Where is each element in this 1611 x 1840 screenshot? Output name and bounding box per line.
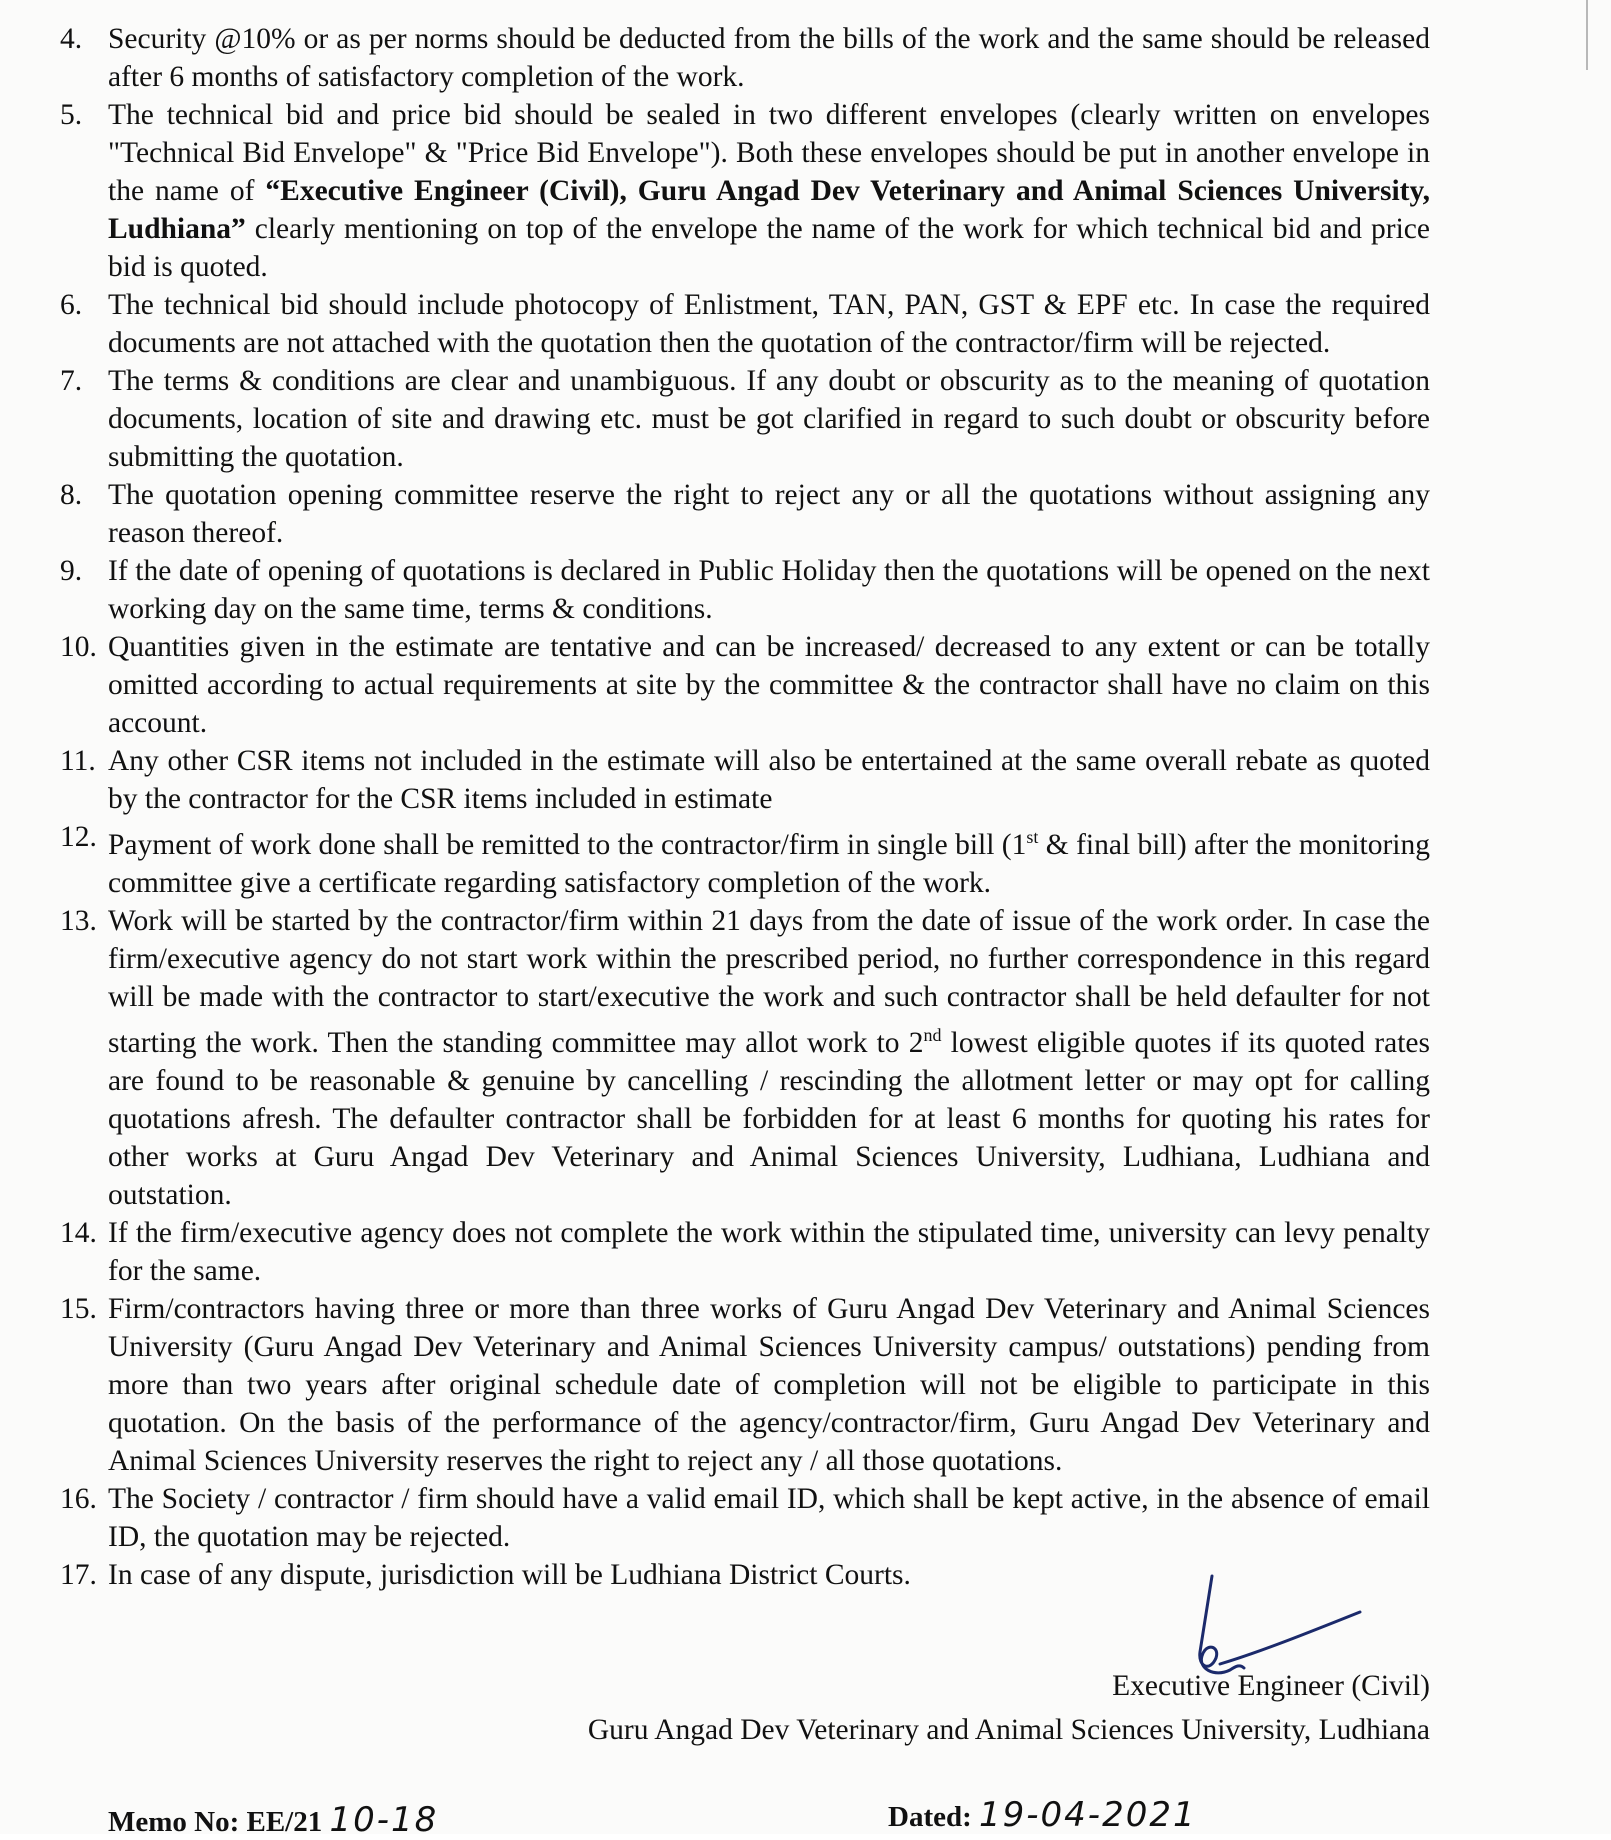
clause-text — [108, 742, 1430, 818]
clause-text-end: clearly mentioning on top of the envelope the name of the work for which technical bid and price bid is quoted. — [108, 213, 1430, 283]
clause-text-start: Payment of work done shall be remitted to the contractor/firm in single bill (1 — [108, 828, 1027, 861]
clause-number: 16. — [60, 1482, 97, 1515]
signatory-organization: Guru Angad Dev Veterinary and Animal Sciences University, Ludhiana — [587, 1714, 1430, 1746]
clause-number: 9. — [60, 555, 83, 587]
clause-text-bold: “Executive Engineer (Civil), Guru Angad Dev Veterinary and Animal Sciences University, Ludhiana” — [108, 175, 1430, 245]
clause-text-body: In case of any dispute, jurisdiction will be Ludhiana District Courts. — [108, 1558, 911, 1591]
clause-number: 11. — [60, 745, 96, 777]
clause-text — [108, 96, 1430, 286]
clause-number: 10. — [60, 631, 97, 663]
clause-text-body: The Society / contractor / firm should have a valid email ID, which shall be kept active, in the absence of email ID, the quotation may be rejected. — [108, 1482, 1430, 1553]
clause-text-body: Quantities given in the estimate are tentative and can be increased/ decreased to any extent or can be totally omitted according to actual requirements at site by the committee & the contractor shall have no claim on this account. — [108, 631, 1430, 739]
clause-text-start: Work will be started by the contractor/firm within 21 days from the date of issue of the work order. In case the firm/executive agency do not start work within the prescribed period, no further correspondence in this regard will be made with the contractor to start/executive the work and such contractor shall be held defaulter for not starting the work. Then the standing committee may allot work to 2 — [108, 904, 1430, 1059]
clause-text — [108, 1290, 1430, 1480]
clause-text-superscript: st — [1026, 827, 1039, 847]
clause-text — [108, 1480, 1430, 1556]
clause-item — [60, 1480, 1430, 1556]
clause-text — [108, 362, 1430, 476]
clause-text-body: The terms & conditions are clear and unambiguous. If any doubt or obscurity as to the meaning of quotation documents, location of site and drawing etc. must be got clarified in regard to such doubt or obscurity before submitting the quotation. — [108, 365, 1430, 473]
clause-number: 14. — [60, 1216, 97, 1249]
clause-item — [60, 1214, 1430, 1290]
clause-item — [60, 628, 1430, 742]
clause-number: 8. — [60, 479, 83, 511]
clause-text-body: The quotation opening committee reserve the right to reject any or all the quotations without assigning any reason thereof. — [108, 479, 1430, 549]
clause-text-body: If the firm/executive agency does not complete the work within the stipulated time, university can levy penalty for the same. — [108, 1216, 1430, 1287]
clause-number: 12. — [60, 821, 97, 853]
clause-number: 17. — [60, 1558, 97, 1591]
clause-item — [60, 476, 1430, 552]
clause-item — [60, 96, 1430, 286]
clause-text-end: & final bill) after the monitoring committee give a certificate regarding satisfactory completion of the work. — [108, 828, 1430, 899]
clause-text-start: The technical bid and price bid should be sealed in two different envelopes (clearly written on envelopes "Technical Bid Envelope" & "Price Bid Envelope"). Both these envelopes should be put in another envelope in the name of — [108, 99, 1430, 207]
memo-number — [108, 1800, 438, 1840]
clause-text — [108, 20, 1430, 96]
dated-label: Dated: — [888, 1801, 972, 1833]
signatory-designation: Executive Engineer (Civil) — [1112, 1670, 1430, 1702]
clause-text — [108, 628, 1430, 742]
clause-text — [108, 1214, 1430, 1290]
clause-text-superscript: nd — [923, 1024, 942, 1045]
clause-item — [60, 818, 1430, 902]
clause-item — [60, 1290, 1430, 1480]
clause-text — [108, 552, 1430, 628]
clause-number: 4. — [60, 23, 83, 55]
signature-block — [480, 1664, 1430, 1752]
clause-item — [60, 20, 1430, 96]
clause-number: 6. — [60, 289, 83, 321]
clause-item — [60, 362, 1430, 476]
memo-label: Memo No: EE/21 — [108, 1806, 323, 1838]
clause-text — [108, 818, 1430, 902]
page-edge-line — [1586, 0, 1588, 70]
terms-conditions-list — [60, 20, 1430, 1594]
clause-item — [60, 286, 1430, 362]
clause-text-body: Firm/contractors having three or more than three works of Guru Angad Dev Veterinary and Animal Sciences University (Guru Angad Dev Veterinary and Animal Sciences University campus/ outstations) pending from more than two years after original schedule date of completion will not be eligible to participate in this quotation. On the basis of the performance of the agency/contractor/firm, Guru Angad Dev Veterinary and Animal Sciences University reserves the right to reject any / all those quotations. — [108, 1292, 1430, 1477]
clause-text-body: Security @10% or as per norms should be deducted from the bills of the work and the same should be released after 6 months of satisfactory completion of the work. — [108, 23, 1430, 93]
memo-handwritten-number: 10-18 — [329, 1800, 439, 1840]
clause-number: 13. — [60, 904, 97, 937]
clause-text — [108, 902, 1430, 1214]
clause-number: 15. — [60, 1292, 97, 1325]
clause-text-end: lowest eligible quotes if its quoted rates are found to be reasonable & genuine by cancelling / rescinding the allotment letter or may opt for calling quotations afresh. The defaulter contractor shall be forbidden for at least 6 months for quoting his rates for other works at Guru Angad Dev Veterinary and Animal Sciences University, Ludhiana, Ludhiana and outstation. — [108, 1026, 1430, 1211]
clause-number: 7. — [60, 365, 83, 397]
clause-item — [60, 552, 1430, 628]
date-line — [888, 1795, 1197, 1835]
clause-text-body: Any other CSR items not included in the estimate will also be entertained at the same overall rebate as quoted by the contractor for the CSR items included in estimate — [108, 745, 1430, 815]
clause-number: 5. — [60, 99, 83, 131]
clause-text-body: The technical bid should include photocopy of Enlistment, TAN, PAN, GST & EPF etc. In case the required documents are not attached with the quotation then the quotation of the contractor/firm will be rejected. — [108, 289, 1430, 359]
clause-text — [108, 286, 1430, 362]
dated-handwritten-value: 19-04-2021 — [979, 1795, 1197, 1835]
clause-text-body: If the date of opening of quotations is declared in Public Holiday then the quotations will be opened on the next working day on the same time, terms & conditions. — [108, 555, 1430, 625]
clause-item — [60, 902, 1430, 1214]
clause-text — [108, 476, 1430, 552]
clause-item — [60, 742, 1430, 818]
